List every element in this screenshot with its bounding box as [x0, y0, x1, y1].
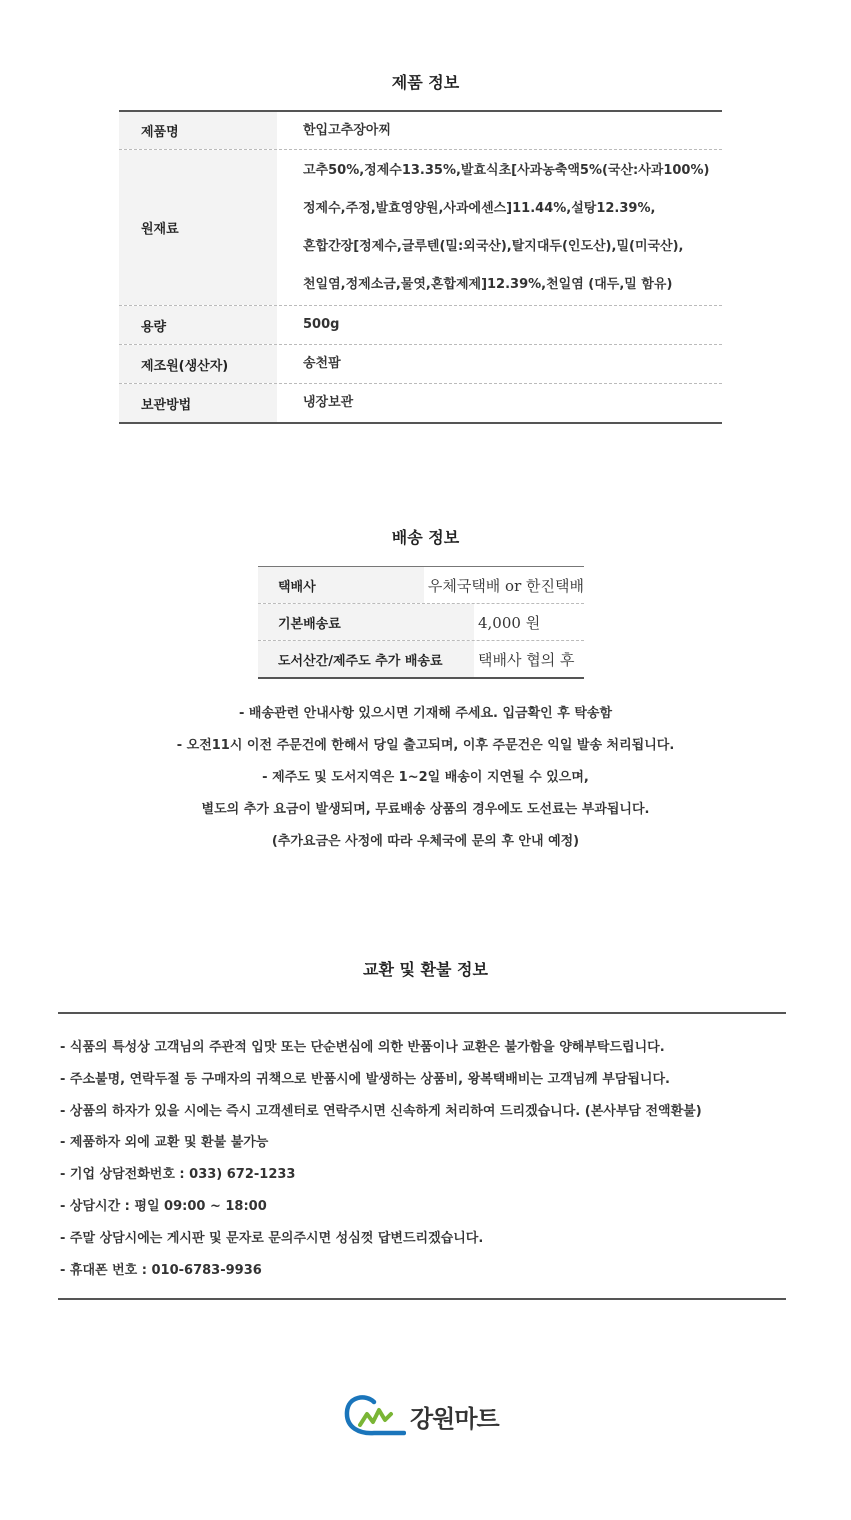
product-row-volume	[119, 306, 722, 345]
product-value	[277, 306, 722, 344]
product-label: 제조원(생산자)	[119, 345, 277, 383]
shipping-label: 기본배송료	[258, 604, 474, 640]
product-value-line: 송천팜	[303, 356, 341, 371]
product-value	[277, 345, 722, 383]
shipping-row	[258, 567, 584, 604]
product-value-line: 한입고추장아찌	[303, 122, 391, 138]
product-value	[277, 384, 722, 422]
product-value-line: 혼합간장[정제수,글루텐(밀:외국산),탈지대두(인도산),밀(미국산),	[303, 238, 684, 254]
refund-info-title: 교환 및 환불 정보	[363, 960, 488, 979]
product-label: 용량	[119, 306, 277, 344]
refund-info-item: - 휴대폰 번호 : 010-6783-9936	[60, 1262, 262, 1278]
shipping-notices	[0, 698, 851, 858]
product-row-ingredients	[119, 150, 722, 306]
refund-info-item: - 주소불명, 연락두절 등 구매자의 귀책으로 반품시에 발생하는 상품비, 왕복택배비는 고객님께 부담됩니다.	[60, 1071, 670, 1087]
shipping-info-title: 배송 정보	[391, 528, 460, 547]
refund-info-item: - 기업 상담전화번호 : 033) 672-1233	[60, 1167, 296, 1183]
shipping-notice-line: (추가요금은 사정에 따라 우체국에 문의 후 안내 예정)	[271, 834, 580, 849]
product-value-line: 냉장보관	[303, 395, 354, 410]
product-value-line: 정제수,주정,발효영양원,사과에센스]11.44%,설탕12.39%,	[303, 200, 656, 216]
shipping-row	[258, 604, 584, 641]
shipping-info-table	[258, 566, 584, 679]
product-value	[277, 112, 722, 149]
brand-logo	[344, 1392, 499, 1440]
product-label: 보관방법	[119, 384, 277, 422]
product-value-line: 천일염,정제소금,물엿,혼합제제]12.39%,천일염 (대두,밀 함유)	[303, 276, 673, 292]
product-row-name	[119, 112, 722, 150]
product-value-line: 고추50%,정제수13.35%,발효식초[사과농축액5%(국산:사과100%)	[303, 162, 710, 178]
product-info-table	[119, 110, 722, 424]
refund-info-item: - 상품의 하자가 있을 시에는 즉시 고객센터로 연락주시면 신속하게 처리하여 드리겠습니다. (본사부담 전액환불)	[60, 1103, 702, 1119]
refund-info-item: - 주말 상담시에는 게시판 및 문자로 문의주시면 성심껏 답변드리겠습니다.	[60, 1230, 484, 1246]
shipping-notice-line: - 오전11시 이전 주문건에 한해서 당일 출고되며, 이후 주문건은 익일 발송 처리됩니다.	[176, 738, 675, 753]
product-value	[277, 150, 722, 305]
gangwon-mart-logo-icon	[344, 1392, 406, 1440]
refund-top-divider	[58, 1012, 786, 1014]
product-row-manufacturer	[119, 345, 722, 384]
shipping-notice-line: - 제주도 및 도서지역은 1~2일 배송이 지연될 수 있으며,	[262, 770, 589, 785]
refund-bottom-divider	[58, 1298, 786, 1300]
product-row-storage	[119, 384, 722, 422]
product-value-line: 500g	[303, 317, 340, 332]
shipping-label: 택배사	[258, 567, 424, 603]
product-label: 원재료	[119, 150, 277, 305]
product-label: 제품명	[119, 112, 277, 149]
shipping-row	[258, 641, 584, 677]
refund-info-item: - 제품하자 외에 교환 및 환불 불가능	[60, 1135, 269, 1151]
shipping-value: 우체국택배 or 한진택배	[427, 576, 584, 595]
shipping-value: 4,000 원	[478, 613, 541, 632]
brand-logo-text: 강원마트	[410, 1404, 499, 1433]
product-info-title: 제품 정보	[391, 73, 460, 92]
shipping-notice-line: 별도의 추가 요금이 발생되며, 무료배송 상품의 경우에도 도선료는 부과됩니다.	[201, 802, 650, 817]
shipping-notice-line: - 배송관련 안내사항 있으시면 기재해 주세요. 입금확인 후 탁송함	[238, 706, 613, 721]
shipping-value: 택배사 협의 후	[478, 650, 575, 669]
shipping-label: 도서산간/제주도 추가 배송료	[258, 641, 474, 677]
refund-info-item: - 상담시간 : 평일 09:00 ~ 18:00	[60, 1198, 267, 1214]
refund-info-list	[60, 1032, 790, 1286]
refund-info-item: - 식품의 특성상 고객님의 주관적 입맛 또는 단순변심에 의한 반품이나 교환은 불가함을 양해부탁드립니다.	[60, 1040, 665, 1055]
